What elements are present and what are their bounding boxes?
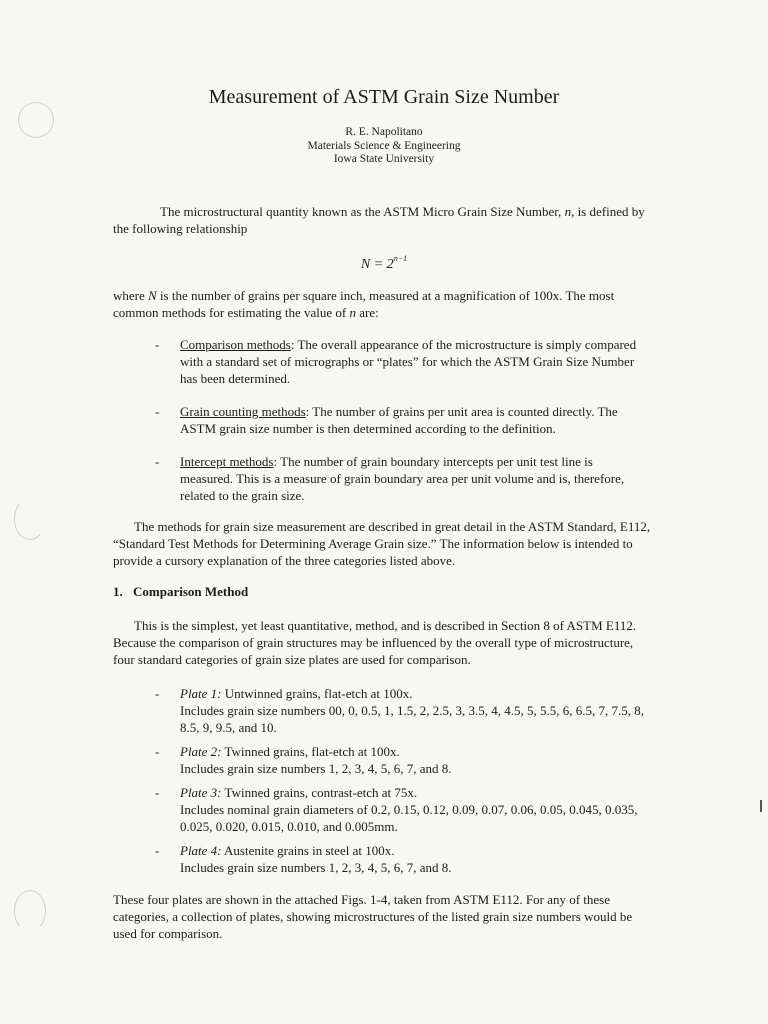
bullet-dash: - [155, 744, 160, 759]
where-paragraph: where N is the number of grains per square inch, measured at a magnification of 100x. The most common methods for estimating the value of n are: [113, 288, 615, 320]
author-institution: Iowa State University [333, 153, 435, 165]
equation-lhs: N = 2 [360, 257, 394, 272]
method-name: Grain counting methods [180, 404, 306, 419]
equation-exponent: n−1 [393, 254, 408, 263]
bullet-dash: - [155, 686, 160, 701]
plate-includes: Includes nominal grain diameters of 0.2, 0.15, 0.12, 0.09, 0.07, 0.06, 0.05, 0.045, 0.035, 0.025, 0.020, 0.015, 0.010, and 0.005mm. [180, 802, 638, 834]
methods-paragraph: The methods for grain size measurement are described in great detail in the ASTM Standard, E112, “Standard Test Methods for Determining Average Grain size.” The information below is intended to provide a cursory explanation of the three categories listed above. [113, 519, 651, 568]
bullet-dash: - [155, 337, 160, 352]
scan-edge-mark [760, 800, 762, 812]
plate-item-4: - Plate 4: Austenite grains in steel at 100x. Includes grain size numbers 1, 2, 3, 4, 5, 6, 7, and 8. [155, 843, 452, 875]
grain-size-equation [0, 254, 768, 273]
plate-includes: Includes grain size numbers 00, 0, 0.5, 1, 1.5, 2, 2.5, 3, 3.5, 4, 4.5, 5, 5.5, 6, 6.5, 7, 7.5, 8, 8.5, 9, 9.5, and 10. [180, 703, 644, 735]
plate-item-2: - Plate 2: Twinned grains, flat-etch at 100x. Includes grain size numbers 1, 2, 3, 4, 5, 6, 7, and 8. [155, 744, 452, 776]
comparison-paragraph: This is the simplest, yet least quantitative, method, and is described in Section 8 of ASTM E112. Because the comparison of grain structures may be influenced by the overall type of microstructure, four standard categories of grain size plates are used for comparison. [113, 618, 637, 667]
method-item-grain-counting: - Grain counting methods: The number of grains per unit area is counted directly. The ASTM grain size number is then determined according to the definition. [155, 404, 618, 436]
plate-label: Plate 1: [180, 686, 222, 701]
plate-label: Plate 4: [180, 843, 222, 858]
bullet-dash: - [155, 843, 160, 858]
bullet-dash: - [155, 785, 160, 800]
author-name: R. E. Napolitano [345, 126, 423, 138]
author-block [0, 126, 768, 167]
plate-label: Plate 2: [180, 744, 222, 759]
section-number: 1. [113, 584, 123, 599]
plate-includes: Includes grain size numbers 1, 2, 3, 4, 5, 6, 7, and 8. [180, 860, 452, 875]
plate-label: Plate 3: [180, 785, 222, 800]
punch-hole-mark-bottom [14, 890, 46, 932]
section-title: Comparison Method [133, 584, 249, 599]
bullet-dash: - [155, 404, 160, 419]
intro-paragraph: The microstructural quantity known as the ASTM Micro Grain Size Number, n, is defined by the following relationship [113, 204, 645, 236]
plate-item-3: - Plate 3: Twinned grains, contrast-etch at 75x. Includes nominal grain diameters of 0.2, 0.15, 0.12, 0.09, 0.07, 0.06, 0.05, 0.045, 0.035, 0.025, 0.020, 0.015, 0.010, and 0.005mm. [155, 785, 638, 834]
variable-n: n [564, 204, 572, 219]
author-department: Materials Science & Engineering [307, 139, 461, 152]
method-item-comparison: - Comparison methods: The overall appearance of the microstructure is simply compared with a standard set of micrographs or “plates” for which the ASTM Grain Size Number has been determined. [155, 337, 637, 386]
bullet-dash: - [155, 454, 160, 469]
punch-hole-mark-middle [14, 498, 46, 540]
plate-item-1: - Plate 1: Untwinned grains, flat-etch at 100x. Includes grain size numbers 00, 0, 0.5, 1, 1.5, 2, 2.5, 3, 3.5, 4, 4.5, 5, 5.5, 6, 6.5, 7, 7.5, 8, 8.5, 9, 9.5, and 10. [155, 686, 644, 735]
variable-N: N [148, 288, 157, 303]
method-item-intercept: - Intercept methods: The number of grain boundary intercepts per unit test line is measured. This is a measure of grain boundary area per unit volume and is, therefore, related to the grain size. [155, 454, 625, 503]
document-title: Measurement of ASTM Grain Size Number [208, 86, 560, 108]
variable-n: n [349, 305, 356, 320]
section-heading-comparison [113, 584, 248, 600]
method-name: Intercept methods [180, 454, 274, 469]
method-name: Comparison methods [180, 337, 291, 352]
closing-paragraph: These four plates are shown in the attached Figs. 1-4, taken from ASTM E112. For any of these categories, a collection of plates, showing microstructures of the listed grain size numbers would be used for comparison. [113, 892, 633, 941]
plate-includes: Includes grain size numbers 1, 2, 3, 4, 5, 6, 7, and 8. [180, 761, 452, 776]
